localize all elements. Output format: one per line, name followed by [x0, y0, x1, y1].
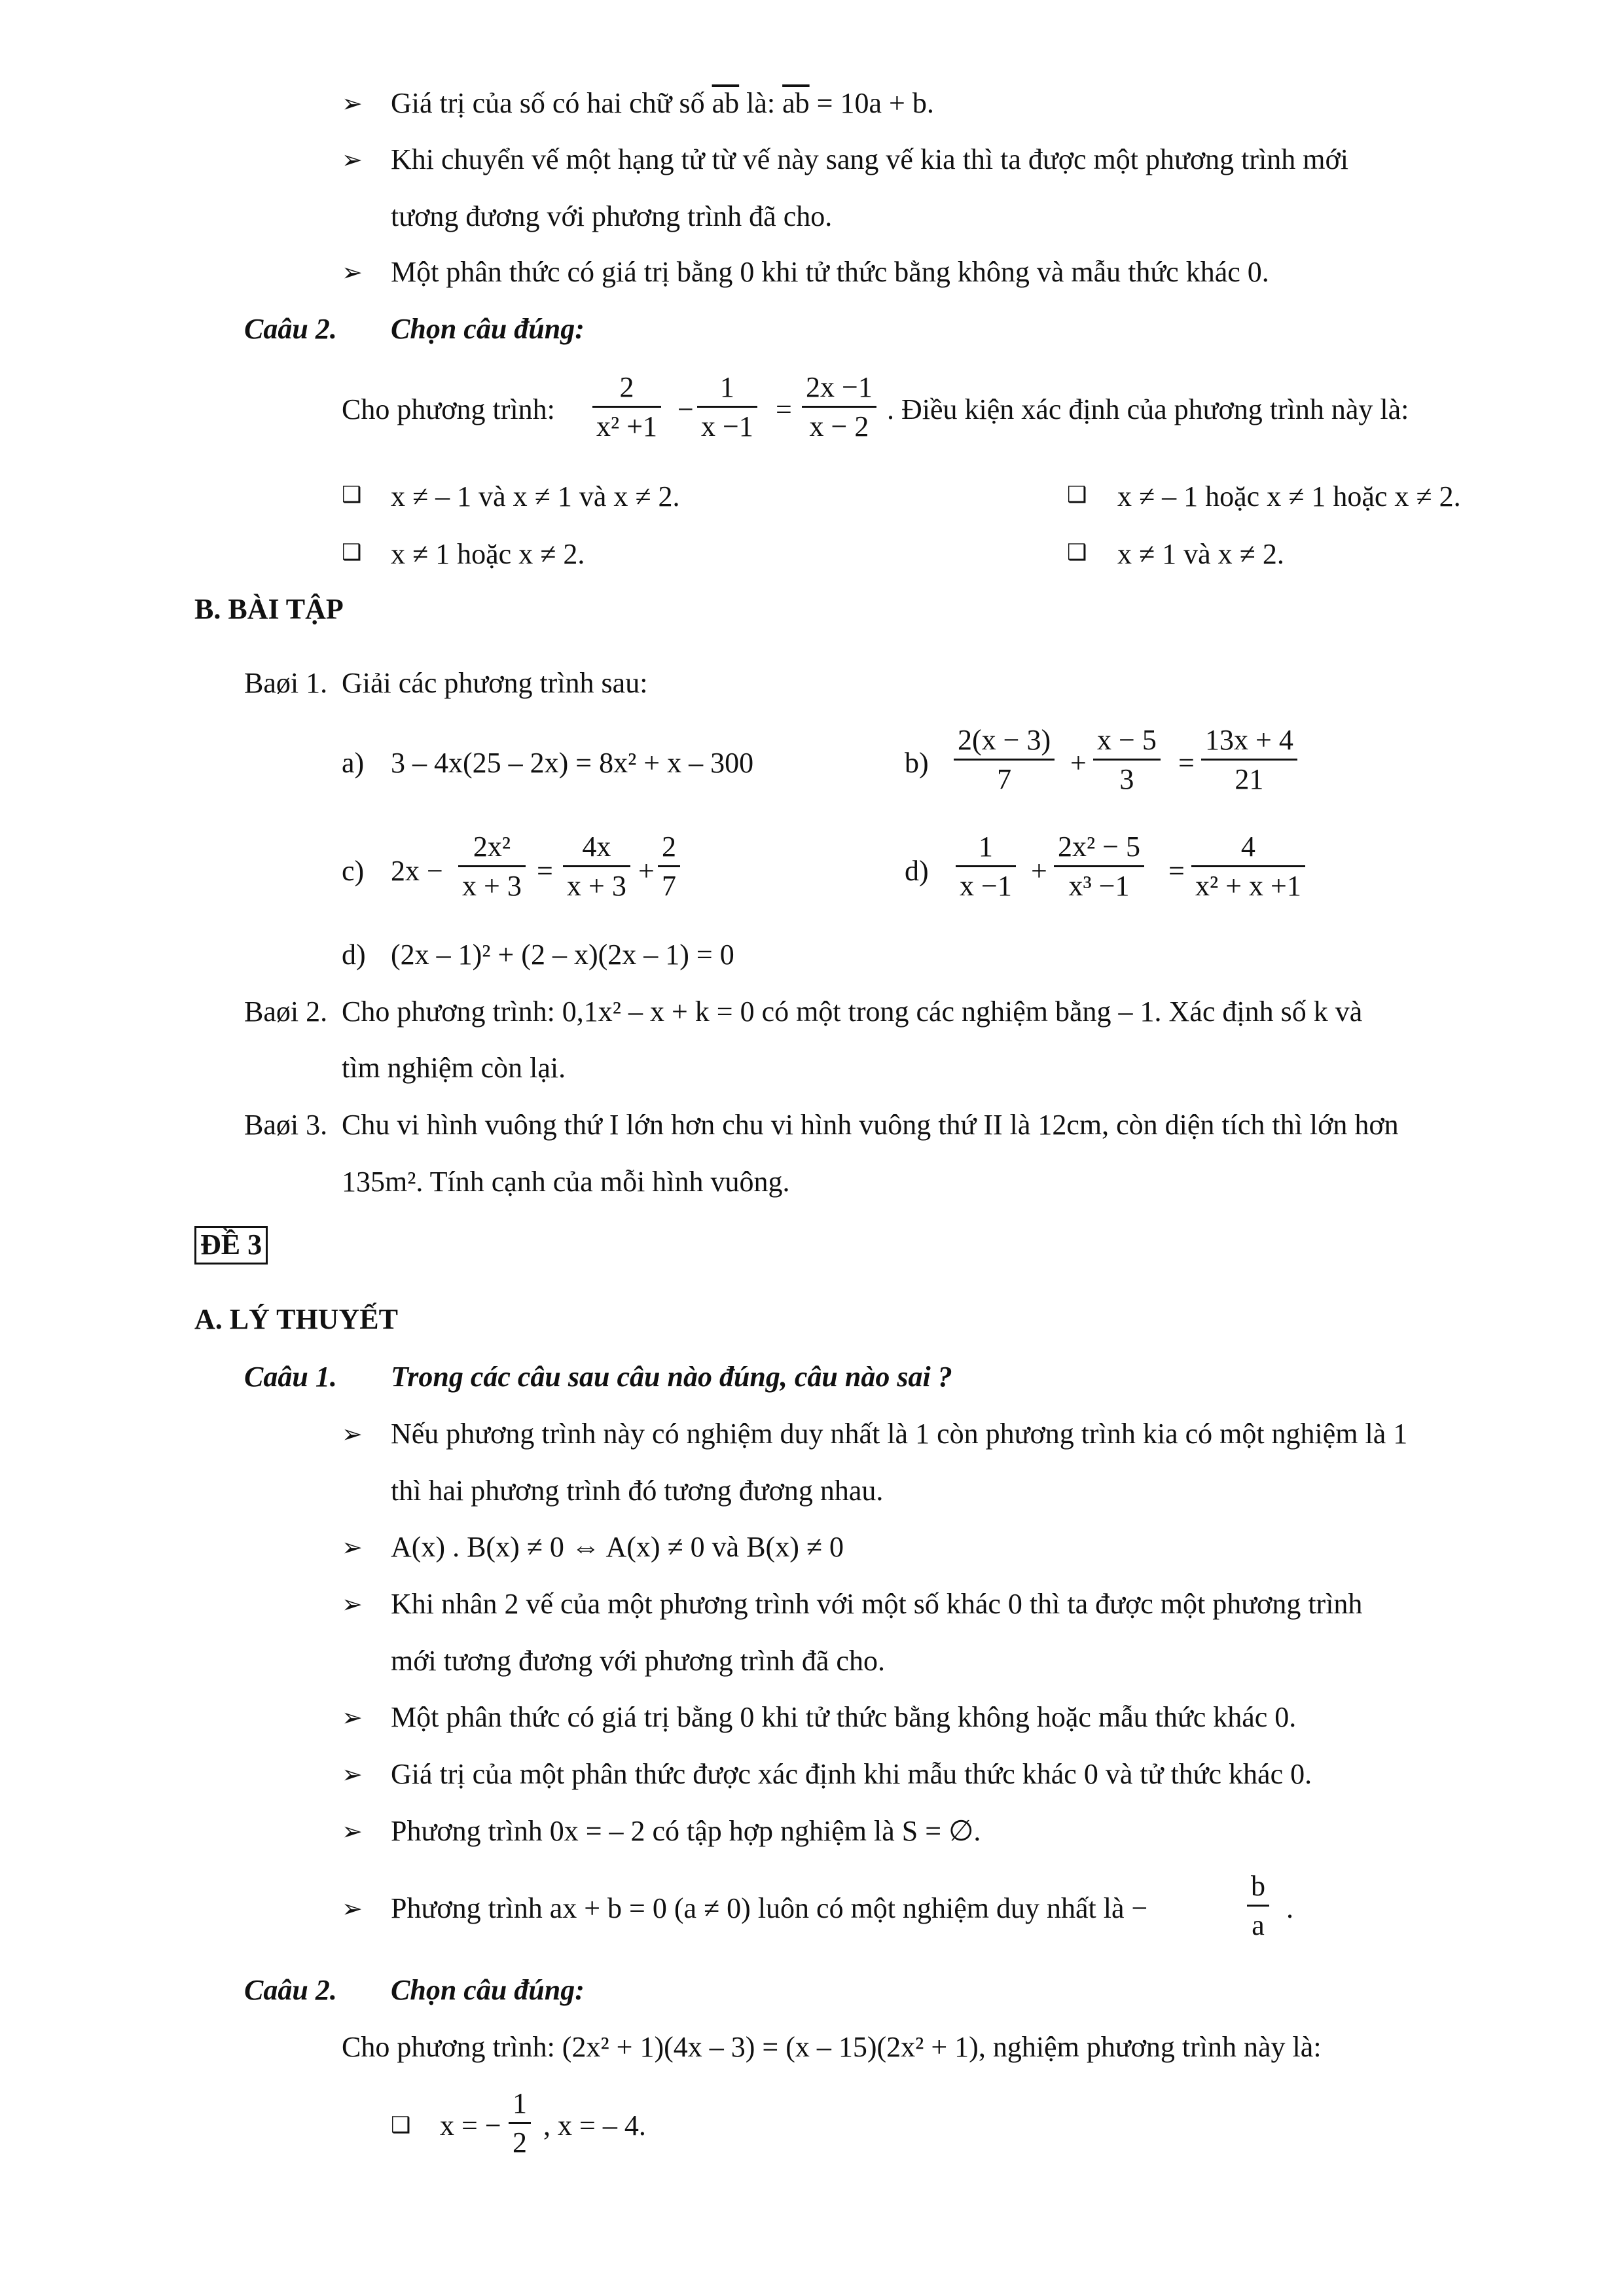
- q2-option-1[interactable]: x ≠ – 1 và x ≠ 1 và x ≠ 2.: [391, 480, 680, 512]
- eq-c-fraction-2: $\frac{4x}{x + 3}$: [563, 828, 630, 905]
- checkbox-icon[interactable]: ❑: [1067, 541, 1087, 565]
- eq-d-fraction-1: $\frac{1}{x -1}$: [956, 828, 1016, 905]
- question-2b-intro: Cho phương trình: (2x² + 1)(4x – 3) = (x – 15)(2x² + 1), nghiệm phương trình này là:: [342, 2031, 1322, 2063]
- arrow-bullet-icon: ➢: [342, 1534, 363, 1562]
- exercise-2-text: Cho phương trình: 0,1x² – x + k = 0 có một trong các nghiệm bằng – 1. Xác định số k và: [342, 996, 1363, 1028]
- arrow-bullet-icon: ➢: [342, 90, 363, 118]
- q2-fraction-3: $\frac{2x -1}{x - 2}$: [802, 368, 876, 445]
- line-move-term: Khi chuyển vế một hạng tử từ vế này sang vế kia thì ta được một phương trình mới: [391, 143, 1348, 175]
- question-2b-label: Caâu 2.: [244, 1974, 337, 2006]
- q2-fraction-1: $\frac{2}{\text{x² +1}}$: [592, 368, 661, 445]
- exercise-3-label: Baøi 3.: [244, 1109, 328, 1141]
- q2b-option-1[interactable]: x = −: [440, 2109, 501, 2142]
- q2-option-2[interactable]: x ≠ – 1 hoặc x ≠ 1 hoặc x ≠ 2.: [1117, 480, 1461, 512]
- arrow-bullet-icon: ➢: [342, 1704, 363, 1732]
- eq-c-prefix: 2x −: [391, 855, 443, 887]
- exercise-1-label: Baøi 1.: [244, 667, 328, 699]
- page: ➢ Giá trị của số có hai chữ số $\overline{ab}$ là: $\overline{ab} = 10a + b$. ➢ Khi chuyển vế một hạng tử từ vế này sang vế kia thì ta được một phương trình mới tương đương với phương trình đã cho. ➢ Một phân thức có giá trị bằng 0 khi tử thức bằng không và mẫu thức khác 0. Caâu 2. Chọn câu đúng: Cho phương trình: $\frac{2}{\text{x² +1}}$ − $\frac{1}{x -1}$ = $\frac{2x -1}{x - 2}$ . Điều kiện xác định của phương trình này là: ❑ x ≠ – 1 và x ≠ 1 và x ≠ 2. ❑ x ≠ – 1 hoặc x ≠ 1 hoặc x ≠ 2. ❑ x ≠ 1 hoặc x ≠ 2. ❑ x ≠ 1 và x ≠ 2. B. BÀI TẬP Baøi 1. Giải các phương trình sau: a) 3 – 4x(25 – 2x) = 8x² + x – 300 b) $\frac{2(x - 3)}{7}$ + $\frac{x - 5}{3}$ = $\frac{13x + 4}{21}$ c) 2x − $\frac{\text{2x²}}{x + 3}$ = $\frac{4x}{x + 3}$ + $\frac{2}{7}$ d) $\frac{1}{x -1}$ + $\frac{\text{2x² − 5}}{\text{x³ −1}}$ = $\frac{4}{\text{x² + x +1}}$ d) (2x – 1)² + (2 – x)(2x – 1) = 0 Baøi 2. Cho phương trình: 0,1x² – x + k = 0 có một trong các nghiệm bằng – 1. Xác định số k và tìm nghiệm còn lại. Baøi 3. Chu vi hình vuông thứ I lớn hơn chu vi hình vuông thứ II là 12cm, còn diện tích thì lớn hơn 135m². Tính cạnh của mỗi hình vuông. ĐỀ 3 A. LÝ THUYẾT Caâu 1. Trong các câu sau câu nào đúng, câu nào sai ? ➢ Nếu phương trình này có nghiệm duy nhất là 1 còn phương trình kia có một nghiệm là 1 thì hai phương trình đó tương đương nhau. ➢ A(x) . B(x) ≠ 0 ⇔ A(x) ≠ 0 và B(x) ≠ 0 ➢ Khi nhân 2 vế của một phương trình với một số khác 0 thì ta được một phương trình mới tương đương với phương trình đã cho. ➢ Một phân thức có giá trị bằng 0 khi tử thức bằng không hoặc mẫu thức khác 0. ➢ Giá trị của một phân thức được xác định khi mẫu thức khác 0 và tử thức khác 0. ➢ Phương trình 0x = – 2 có tập hợp nghiệm là S = ∅. ➢ Phương trình ax + b = 0 (a ≠ 0) luôn có một nghiệm duy nhất là − $\frac{b}{a}$ . Caâu 2. Chọn câu đúng: Cho phương trình: (2x² + 1)(4x – 3) = (x – 15)(2x² + 1), nghiệm phương trình này là: ❑ x = − $\frac{1}{2}$ , x = – 4.: [0, 0, 1624, 2296]
- checkbox-icon[interactable]: ❑: [1067, 483, 1087, 507]
- section-a-heading: A. LÝ THUYẾT: [194, 1303, 398, 1335]
- exercise-2-label: Baøi 2.: [244, 996, 328, 1028]
- checkbox-icon[interactable]: ❑: [391, 2113, 411, 2138]
- q2-after: . Điều kiện xác định của phương trình này là:: [887, 393, 1409, 425]
- eq-b-fraction-3: $\frac{13x + 4}{21}$: [1201, 721, 1297, 798]
- arrow-bullet-icon: ➢: [342, 1818, 363, 1846]
- question-1-title: Trong các câu sau câu nào đúng, câu nào sai ?: [391, 1361, 952, 1393]
- i7-fraction: $\frac{b}{a}$: [1247, 1867, 1269, 1944]
- eq-c-fraction-3: $\frac{2}{7}$: [658, 828, 680, 905]
- q2-option-4[interactable]: x ≠ 1 và x ≠ 2.: [1117, 538, 1284, 570]
- eq-a: 3 – 4x(25 – 2x) = 8x² + x – 300: [391, 747, 754, 779]
- exercise-3-text: Chu vi hình vuông thứ I lớn hơn chu vi hình vuông thứ II là 12cm, còn diện tích thì lớn hơn: [342, 1109, 1399, 1141]
- question-2-label: Caâu 2.: [244, 313, 337, 345]
- arrow-bullet-icon: ➢: [342, 1591, 363, 1619]
- q2-intro: Cho phương trình:: [342, 393, 555, 425]
- q2-fraction-2: $\frac{1}{x -1}$: [697, 368, 757, 445]
- checkbox-icon[interactable]: ❑: [342, 541, 362, 565]
- checkbox-icon[interactable]: ❑: [342, 483, 362, 507]
- exercise-1-text: Giải các phương trình sau:: [342, 667, 648, 699]
- exam-3-title: ĐỀ 3: [194, 1226, 268, 1265]
- eq-c-fraction-1: $\frac{\text{2x²}}{x + 3}$: [458, 828, 526, 905]
- arrow-bullet-icon: ➢: [342, 147, 363, 174]
- section-b-heading: B. BÀI TẬP: [194, 593, 344, 625]
- q2b-option-1-fraction: $\frac{1}{2}$: [509, 2085, 531, 2161]
- question-2-title: Chọn câu đúng:: [391, 313, 585, 345]
- eq-d-fraction-3: $\frac{4}{\text{x² + x +1}}$: [1191, 828, 1305, 905]
- eq-b-fraction-1: $\frac{2(x - 3)}{7}$: [954, 721, 1055, 798]
- eq-d2: (2x – 1)² + (2 – x)(2x – 1) = 0: [391, 939, 734, 971]
- question-2b-title: Chọn câu đúng:: [391, 1974, 585, 2006]
- q2-option-3[interactable]: x ≠ 1 hoặc x ≠ 2.: [391, 538, 585, 570]
- eq-d-fraction-2: $\frac{\text{2x² − 5}}{\text{x³ −1}}$: [1054, 828, 1144, 905]
- arrow-bullet-icon: ➢: [342, 1421, 363, 1448]
- question-1-label: Caâu 1.: [244, 1361, 337, 1393]
- arrow-bullet-icon: ➢: [342, 1895, 363, 1923]
- eq-b-fraction-2: $\frac{x - 5}{3}$: [1093, 721, 1161, 798]
- line-fraction-zero: Một phân thức có giá trị bằng 0 khi tử thức bằng không và mẫu thức khác 0.: [391, 256, 1269, 288]
- line-ab: Giá trị của số có hai chữ số $\overline{ab}$ là: $\overline{ab} = 10a + b$.: [391, 87, 934, 119]
- arrow-bullet-icon: ➢: [342, 1761, 363, 1789]
- ab-overline: $\overline{ab}$: [712, 87, 740, 119]
- line-move-term-cont: tương đương với phương trình đã cho.: [391, 200, 833, 232]
- arrow-bullet-icon: ➢: [342, 259, 363, 287]
